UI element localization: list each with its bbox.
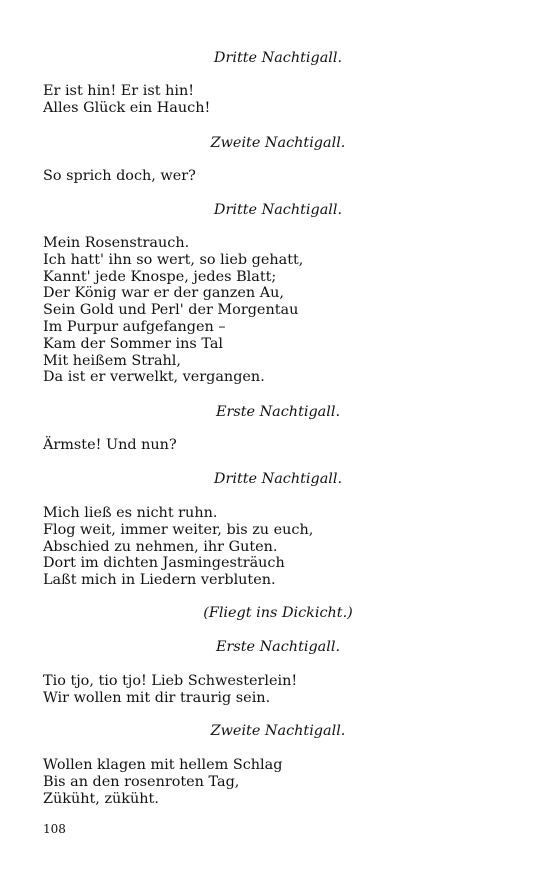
verse-line: Kam der Sommer ins Tal — [43, 335, 224, 352]
stage-direction: (Fliegt ins Dickicht.) — [203, 605, 353, 621]
verse-block — [43, 83, 513, 117]
verse-block — [43, 757, 513, 807]
speaker-heading: Dritte Nachtigall. — [213, 471, 343, 487]
verse-line: Mein Rosenstrauch. — [43, 235, 190, 251]
verse-line: Flog weit, immer weiter, bis zu euch, — [43, 521, 314, 538]
verse-line: Da ist er verwelkt, vergangen. — [43, 369, 265, 386]
verse-line: Züküht, züküht. — [43, 790, 159, 807]
verse-block — [43, 505, 513, 589]
verse-block — [43, 673, 513, 707]
verse-line: Kannt' jede Knospe, jedes Blatt; — [43, 268, 277, 285]
verse-line: Abschied zu nehmen, ihr Guten. — [43, 538, 278, 555]
verse-line: Bis an den rosenroten Tag, — [43, 773, 240, 790]
verse-block — [43, 168, 513, 185]
speaker-heading: Erste Nachtigall. — [215, 639, 341, 655]
verse-line: Mit heißem Strahl, — [43, 352, 181, 369]
verse-line: Im Purpur aufgefangen – — [43, 318, 226, 335]
verse-line: Laßt mich in Liedern verbluten. — [43, 572, 276, 589]
verse-line: Tio tjo, tio tjo! Lieb Schwesterlein! — [43, 673, 298, 689]
verse-line: Ich hatt' ihn so wert, so lieb gehatt, — [43, 251, 304, 268]
speaker-heading: Zweite Nachtigall. — [210, 135, 346, 151]
speaker-heading: Dritte Nachtigall. — [213, 202, 343, 218]
speaker-heading: Dritte Nachtigall. — [213, 50, 343, 66]
verse-line: Alles Glück ein Hauch! — [43, 99, 211, 116]
verse-line: Der König war er der ganzen Au, — [43, 285, 284, 302]
verse-block — [43, 437, 513, 454]
verse-line: Dort im dichten Jasmingesträuch — [43, 555, 285, 572]
speaker-heading: Zweite Nachtigall. — [210, 723, 346, 739]
speaker-heading: Erste Nachtigall. — [215, 404, 341, 420]
verse-line: Wollen klagen mit hellem Schlag — [43, 757, 283, 773]
verse-line: Mich ließ es nicht ruhn. — [43, 505, 218, 521]
verse-line: Sein Gold und Perl' der Morgentau — [43, 302, 299, 319]
verse-line: Ärmste! Und nun? — [43, 437, 177, 453]
verse-line: Er ist hin! Er ist hin! — [43, 83, 195, 99]
verse-line: Wir wollen mit dir traurig sein. — [43, 689, 271, 706]
page-number: 108 — [43, 822, 66, 836]
verse-line: So sprich doch, wer? — [43, 168, 196, 184]
verse-block — [43, 235, 513, 386]
